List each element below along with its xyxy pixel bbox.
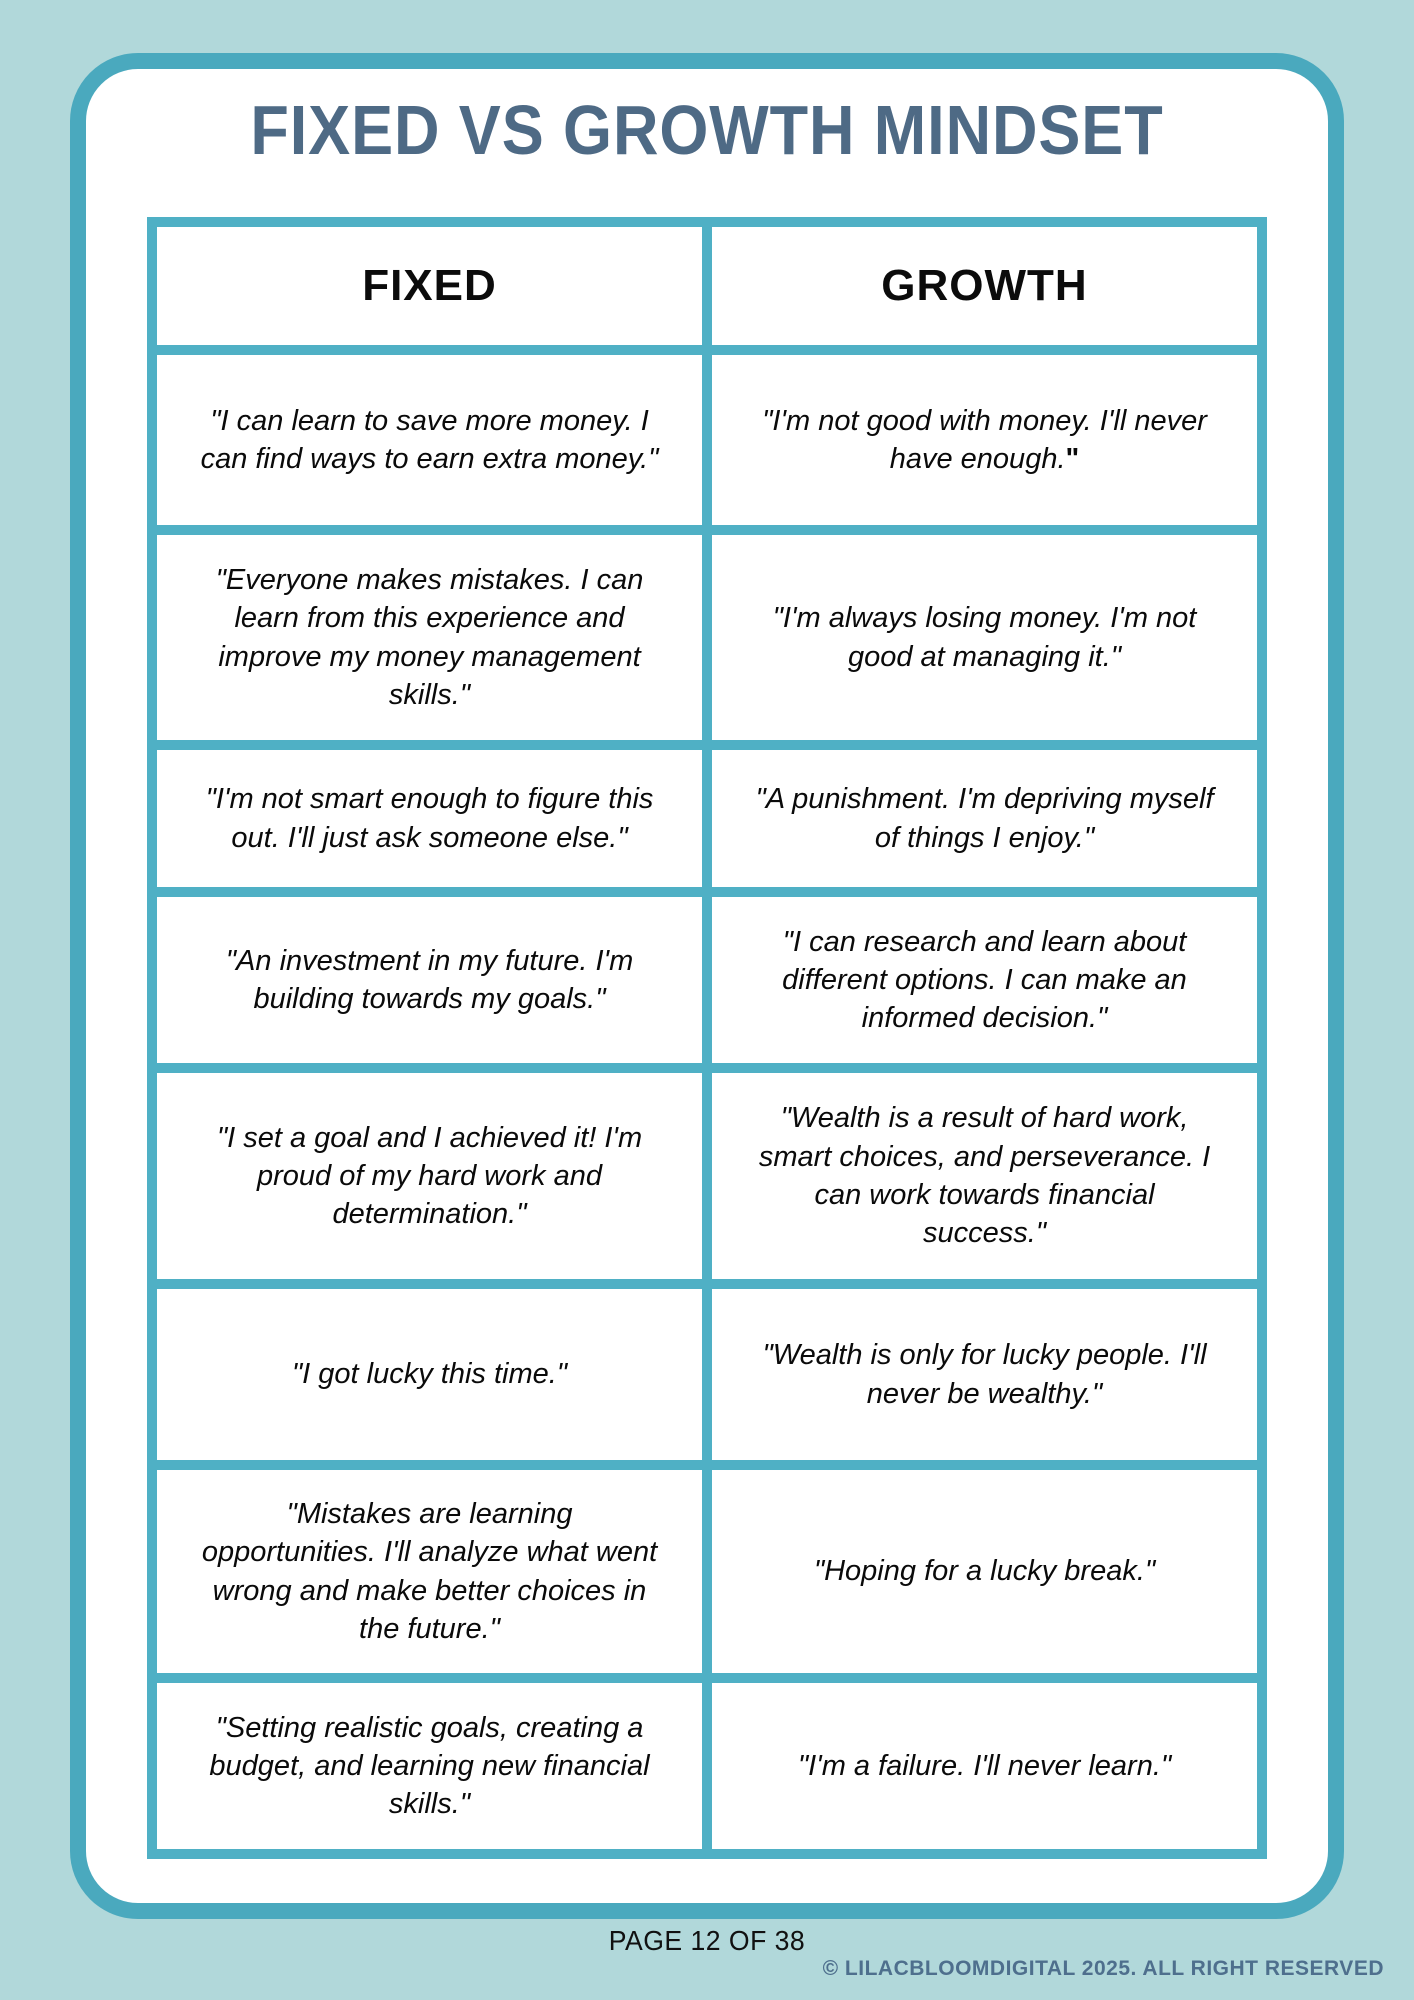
fixed-cell <box>152 350 707 530</box>
quote-text: "Wealth is a result of hard work, smart choices, and perseverance. I can work towards financial success." <box>758 1102 1211 1250</box>
quote-text: "I set a goal and I achieved it! I'm proud of my hard work and determination." <box>216 1121 643 1231</box>
fixed-cell <box>152 530 707 745</box>
fixed-cell <box>152 1678 707 1854</box>
fixed-cell <box>152 1284 707 1465</box>
table-body <box>152 350 1262 1854</box>
growth-cell <box>707 1068 1262 1284</box>
column-header-growth-label: GROWTH <box>881 261 1088 310</box>
growth-cell <box>707 892 1262 1068</box>
growth-cell <box>707 745 1262 892</box>
fixed-cell <box>152 1068 707 1284</box>
fixed-cell <box>152 1465 707 1678</box>
growth-cell <box>707 1678 1262 1854</box>
growth-cell <box>707 350 1262 530</box>
mindset-table <box>147 217 1267 1859</box>
table-row <box>152 1678 1262 1854</box>
quote-text: "I got lucky this time." <box>291 1358 568 1391</box>
page-title: FIXED VS GROWTH MINDSET <box>250 91 1164 169</box>
table-row <box>152 1465 1262 1678</box>
fixed-cell <box>152 892 707 1068</box>
fixed-cell <box>152 745 707 892</box>
page-number: PAGE 12 OF 38 <box>608 1925 806 1956</box>
bold-closing-quote: " <box>1065 443 1080 475</box>
quote-text: "A punishment. I'm depriving myself of things I enjoy." <box>755 783 1214 854</box>
copyright-notice: © LILACBLOOMDIGITAL 2025. ALL RIGHT RESERVED <box>822 1957 1384 1980</box>
growth-cell <box>707 1284 1262 1465</box>
column-header-growth <box>707 222 1262 350</box>
quote-text: "I'm always losing money. I'm not good at managing it." <box>772 602 1197 673</box>
quote-text: "Everyone makes mistakes. I can learn from this experience and improve my money management skills." <box>215 563 644 711</box>
column-header-fixed-label: FIXED <box>362 261 497 310</box>
quote-text: "Setting realistic goals, creating a budget, and learning new financial skills." <box>209 1711 650 1821</box>
quote-text: "I'm not good with money. I'll never have enough. <box>762 404 1207 475</box>
table-row <box>152 745 1262 892</box>
growth-cell <box>707 1465 1262 1678</box>
header-row <box>152 222 1262 350</box>
quote-text: "I can research and learn about different options. I can make an informed decision." <box>782 925 1187 1035</box>
quote-text: "Wealth is only for lucky people. I'll never be wealthy." <box>762 1339 1207 1410</box>
table-header <box>152 222 1262 350</box>
table-row <box>152 350 1262 530</box>
growth-cell <box>707 530 1262 745</box>
quote-text: "Hoping for a lucky break." <box>813 1555 1156 1588</box>
quote-text: "An investment in my future. I'm building towards my goals." <box>225 944 634 1015</box>
table-row <box>152 1284 1262 1465</box>
table-row <box>152 892 1262 1068</box>
table-row <box>152 1068 1262 1284</box>
column-header-fixed <box>152 222 707 350</box>
quote-text: "I'm a failure. I'll never learn." <box>797 1749 1172 1782</box>
quote-text: "Mistakes are learning opportunities. I'll analyze what went wrong and make better choices in the future." <box>201 1497 658 1645</box>
table-row <box>152 530 1262 745</box>
quote-text: "I can learn to save more money. I can find ways to earn extra money." <box>200 404 659 475</box>
quote-text: "I'm not smart enough to figure this out. I'll just ask someone else." <box>205 783 654 854</box>
